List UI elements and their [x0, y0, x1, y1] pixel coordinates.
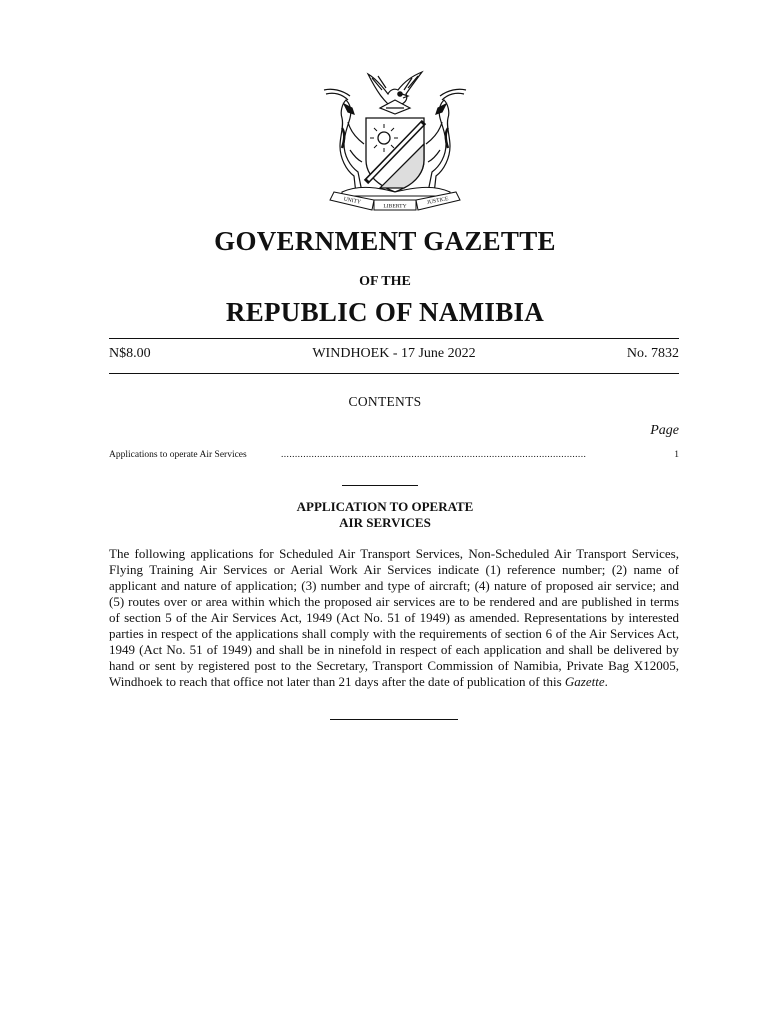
- notice-heading: [0, 499, 770, 531]
- end-divider: [330, 719, 458, 720]
- notice-heading-line1: APPLICATION TO OPERATE: [296, 499, 474, 514]
- gazette-subtitle-of-the: OF THE: [359, 274, 411, 289]
- contents-page-label: Page: [650, 423, 679, 438]
- masthead-rule-top: [109, 338, 679, 339]
- namibia-coat-of-arms-icon: [320, 64, 470, 216]
- motto-justice: JUSTICE: [426, 195, 450, 207]
- motto-unity: UNITY: [343, 196, 362, 206]
- contents-entry-title: Applications to operate Air Services: [109, 450, 247, 460]
- gazette-title: GOVERNMENT GAZETTE: [214, 226, 556, 256]
- notice-body-gazette: Gazette: [564, 674, 605, 689]
- notice-body: [109, 546, 679, 690]
- notice-body-end: .: [604, 674, 608, 689]
- issue-price: N$8.00: [109, 346, 151, 361]
- contents-entry-leader: ..............................................................................................................: [281, 450, 587, 460]
- contents-entry-page: 1: [674, 450, 679, 460]
- motto-liberty: LIBERTY: [383, 203, 407, 210]
- notice-body-text: The following applications for Scheduled Air Transport Services, Non-Scheduled Air Transport Services, Flying Training Air Services or Aerial Work Air Services indicate (1) reference number; (2) name of applicant and nature of application; (3) number and type of aircraft; (4) nature of proposed air service; and (5) routes over or area within which the proposed air services are to be rendered and are published in terms of section 5 of the Air Services Act, 1949 (Act No. 51 of 1949) as amended. Representations by interested parties in respect of the applications shall comply with the requirements of section 6 of the Air Services Act, 1949 (Act No. 51 of 1949) and shall be in ninefold in respect of each application and shall be delivered by hand or sent by registered post to the Secretary, Transport Commission of Namibia, Private Bag X12005, Windhoek to reach that office not later than 21 days after the date of publication of this: [109, 546, 679, 689]
- issue-info-row: [109, 346, 679, 366]
- contents-heading: CONTENTS: [348, 394, 422, 409]
- issue-place-date: WINDHOEK - 17 June 2022: [312, 346, 476, 361]
- notice-heading-line2: AIR SERVICES: [339, 515, 431, 530]
- section-divider: [342, 485, 418, 486]
- gazette-country: REPUBLIC OF NAMIBIA: [225, 297, 545, 327]
- contents-entry[interactable]: [109, 450, 679, 466]
- masthead-rule-bottom: [109, 373, 679, 374]
- issue-number: No. 7832: [626, 346, 679, 361]
